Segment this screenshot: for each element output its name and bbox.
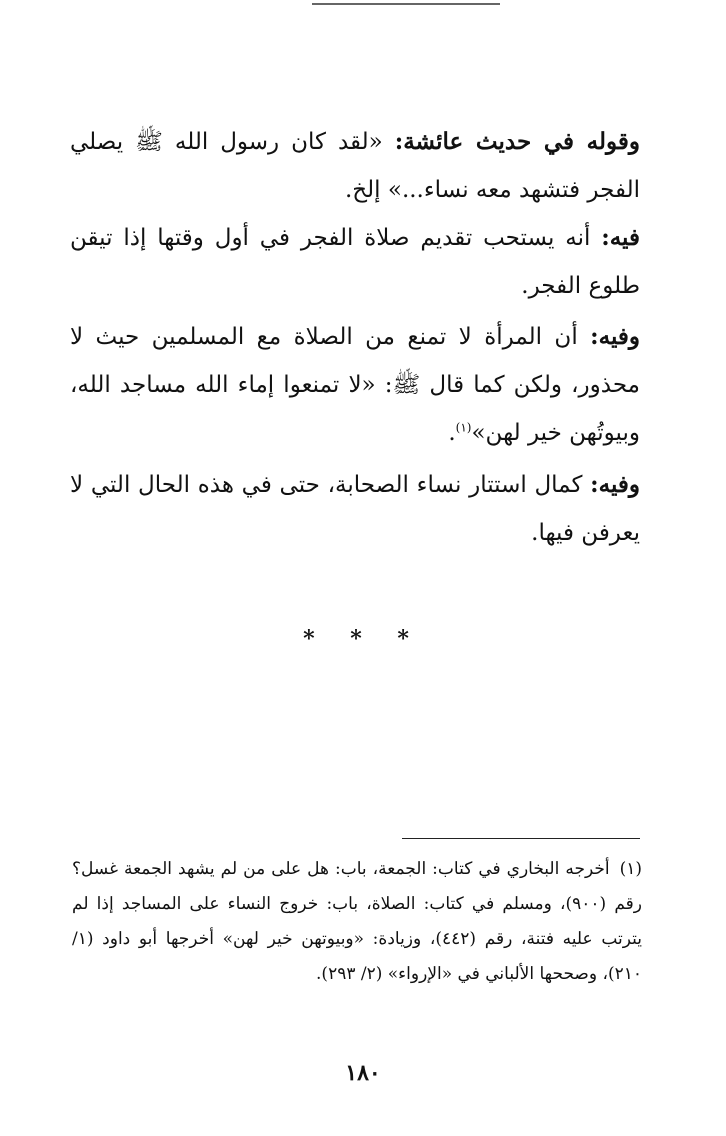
footnote-text: أخرجه البخاري في كتاب: الجمعة، باب: هل على من لم يشهد الجمعة غسل؟ رقم (٩٠٠)، ومسلم في كتاب: الصلاة، باب: خروج النساء على المساجد إذا لم يترتب عليه فتنة، رقم (٤٤٢)، وزيادة: «وبيوتهن خير لهن» أخرجها أبو داود (١/ ٢١٠)، وصححها الألباني في «الإرواء» (٢/ ٢٩٣). <box>72 859 642 984</box>
paragraph-lead: وقوله في حديث عائشة: <box>394 128 640 155</box>
paragraph-3 <box>70 313 640 457</box>
paragraph-text: «لقد كان رسول الله ﷺ يصلي الفجر فتشهد معه نساء...» إلخ. <box>70 129 640 203</box>
paragraph-lead: وفيه: <box>590 471 640 498</box>
paragraph-text: أن المرأة لا تمنع من الصلاة مع المسلمين حيث لا محذور، ولكن كما قال ﷺ: «لا تمنعوا إماء الله مساجد الله، وبيوتُهن خير لهن» <box>70 324 640 446</box>
header-rule <box>312 3 500 5</box>
footnote-number: (١) <box>619 859 642 879</box>
paragraph-tail: . <box>448 420 456 446</box>
paragraph-2 <box>70 214 640 310</box>
section-separator: * * * <box>303 626 423 652</box>
footnote-rule <box>402 838 640 839</box>
paragraph-lead: وفيه: <box>590 323 640 350</box>
footnote <box>72 852 642 992</box>
paragraph-text: كمال استتار نساء الصحابة، حتى في هذه الحال التي لا يعرفن فيها. <box>70 472 640 546</box>
paragraph-lead: فيه: <box>601 224 640 251</box>
paragraph-text: أنه يستحب تقديم صلاة الفجر في أول وقتها إذا تيقن طلوع الفجر. <box>70 225 640 299</box>
footnote-reference[interactable]: (١) <box>455 420 472 435</box>
paragraph-1 <box>70 118 640 214</box>
page-number: ١٨٠ <box>345 1060 381 1086</box>
paragraph-4 <box>70 461 640 557</box>
